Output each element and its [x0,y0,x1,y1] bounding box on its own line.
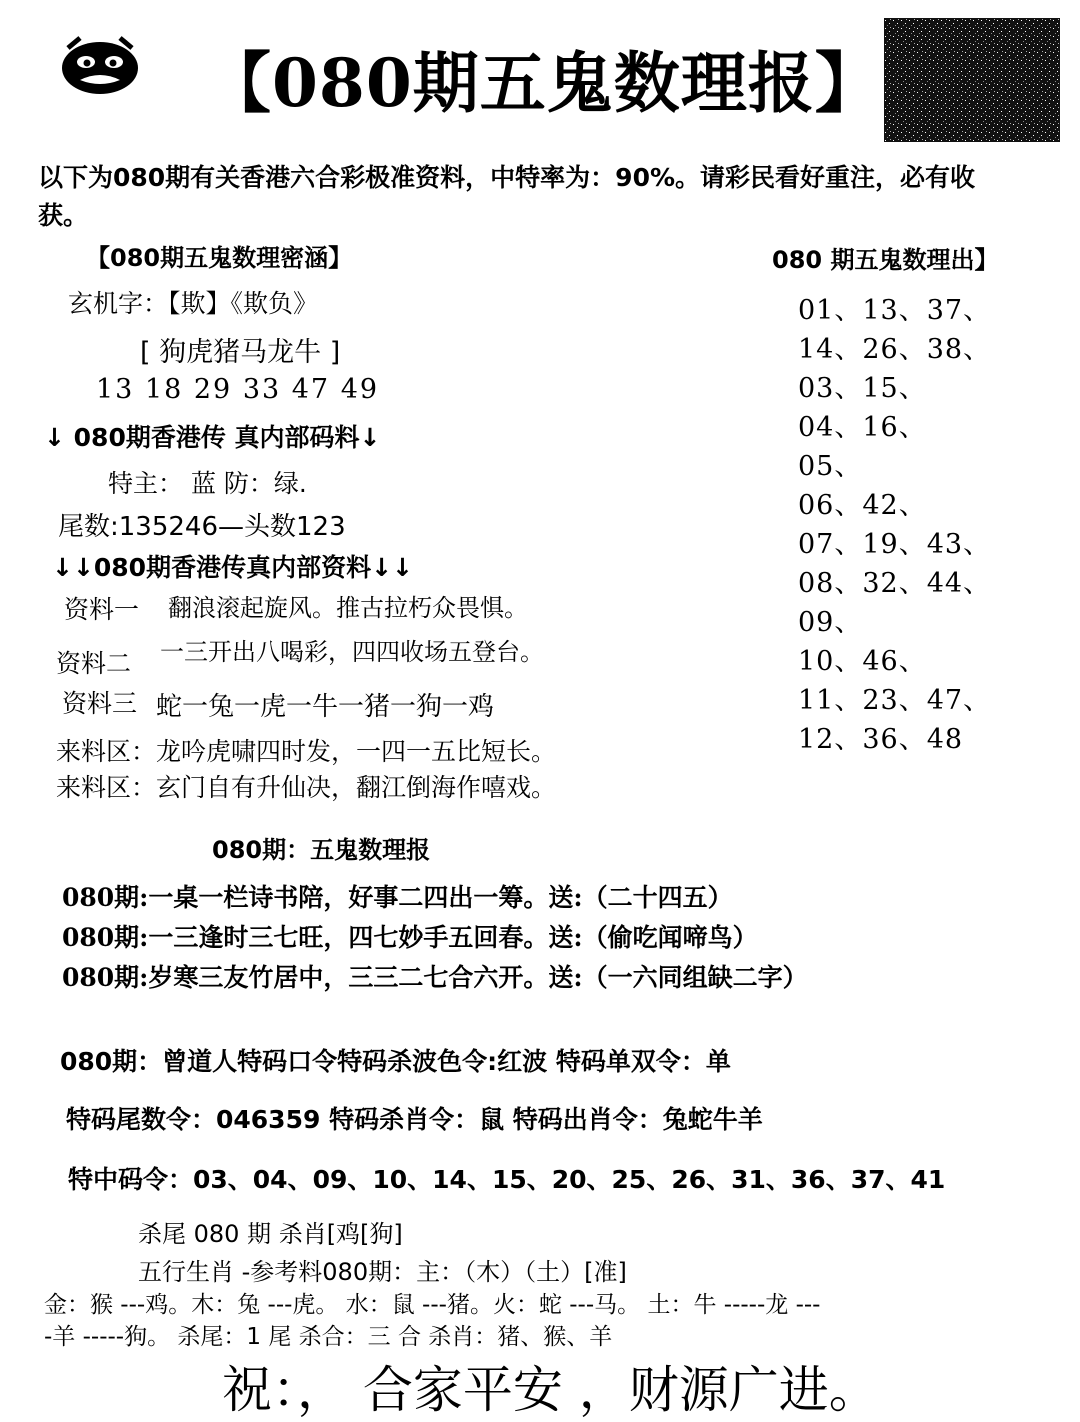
lailiao-2: 来料区：玄门自有升仙决，翻江倒海作嘻戏。 [56,773,557,802]
report-line: 080期:岁寒三友竹居中，三三二七合六开。送:（一六同组缺二字） [62,963,808,992]
intro-line-1: 以下为080期有关香港六合彩极准资料，中特率为：90%。请彩民看好重注，必有收 [38,163,976,192]
number-row: 03、15、 [798,373,927,404]
right-section-title: 080 期五鬼数理出】 [772,246,999,274]
command-line-3: 特中码令：03、04、09、10、14、15、20、25、26、31、36、37、41 [68,1165,946,1194]
number-row: 01、13、37、 [798,295,992,326]
footer-blessing: 祝：， 合家平安 ，财源广进。 [222,1361,879,1419]
number-row: 05、 [798,451,863,482]
elements-line-1: 金：猴 ---鸡。木：兔 ---虎。 水：鼠 ---猪。火：蛇 ---马。 土：牛 -----龙 --- [44,1292,821,1318]
number-row: 04、16、 [798,412,927,443]
report-line: 080期:一桌一栏诗书陪，好事二四出一筹。送:（二十四五） [62,883,733,912]
hk-title-1: ↓ 080期香港传 真内部码料↓ [44,423,381,452]
ziliao-1-text: 翻浪滚起旋风。推古拉朽众畏惧。 [168,594,528,622]
intro-line-2: 获。 [38,201,89,230]
noise-texture-block [884,18,1060,142]
number-row: 07、19、43、 [798,529,992,560]
hk-title-2: ↓↓080期香港传真内部资料↓↓ [52,553,413,582]
wuxing-line: 五行生肖 -参考料080期：主：（木）（土）[准] [138,1258,627,1286]
elements-line-2: -羊 -----狗。 杀尾：1 尾 杀合：三 合 杀肖：猪、猴、羊 [44,1324,613,1350]
page-title: 【080期五鬼数理报】 [205,44,882,122]
tezhu-line: 特主： 蓝 防：绿. [108,469,307,498]
ziliao-3-text: 蛇一兔一虎一牛一猪一狗一鸡 [156,692,495,722]
number-row: 11、23、47、 [798,685,992,716]
command-line-1: 080期：曾道人特码口令特码杀波色令:红波 特码单双令：单 [60,1047,731,1076]
number-row: 12、36、48 [798,724,964,755]
number-row: 14、26、38、 [798,334,992,365]
left-section-title: 【080期五鬼数理密涵】 [86,244,353,272]
lailiao-1: 来料区：龙吟虎啸四时发，一四一五比短长。 [56,737,557,766]
ziliao-2-text: 一三开出八喝彩，四四收场五登台。 [160,638,544,666]
number-row: 09、 [798,607,863,638]
number-row: 10、46、 [798,646,927,677]
number-row: 06、42、 [798,490,927,521]
xuanji-line: 玄机字：【欺】《欺负》 [68,289,319,318]
command-line-2: 特码尾数令：046359 特码杀肖令：鼠 特码出肖令：兔蛇牛羊 [66,1105,763,1134]
numbers-line: 13 18 29 33 47 49 [96,374,380,405]
ziliao-3-label: 资料三 [62,689,138,718]
animals-line: [ 狗虎猪马龙牛 ] [140,337,341,368]
report-line: 080期:一三逢时三七旺，四七妙手五回春。送:（偷吃闻啼鸟） [62,923,758,952]
weishu-line: 尾数:135246—头数123 [58,512,346,542]
ghost-face-logo-icon [58,36,142,100]
ziliao-2-label: 资料二 [56,649,132,678]
number-row: 08、32、44、 [798,568,992,599]
shawei-line: 杀尾 080 期 杀肖[鸡[狗] [138,1220,403,1248]
report-title: 080期：五鬼数理报 [212,836,431,864]
ziliao-1-label: 资料一 [64,595,140,624]
